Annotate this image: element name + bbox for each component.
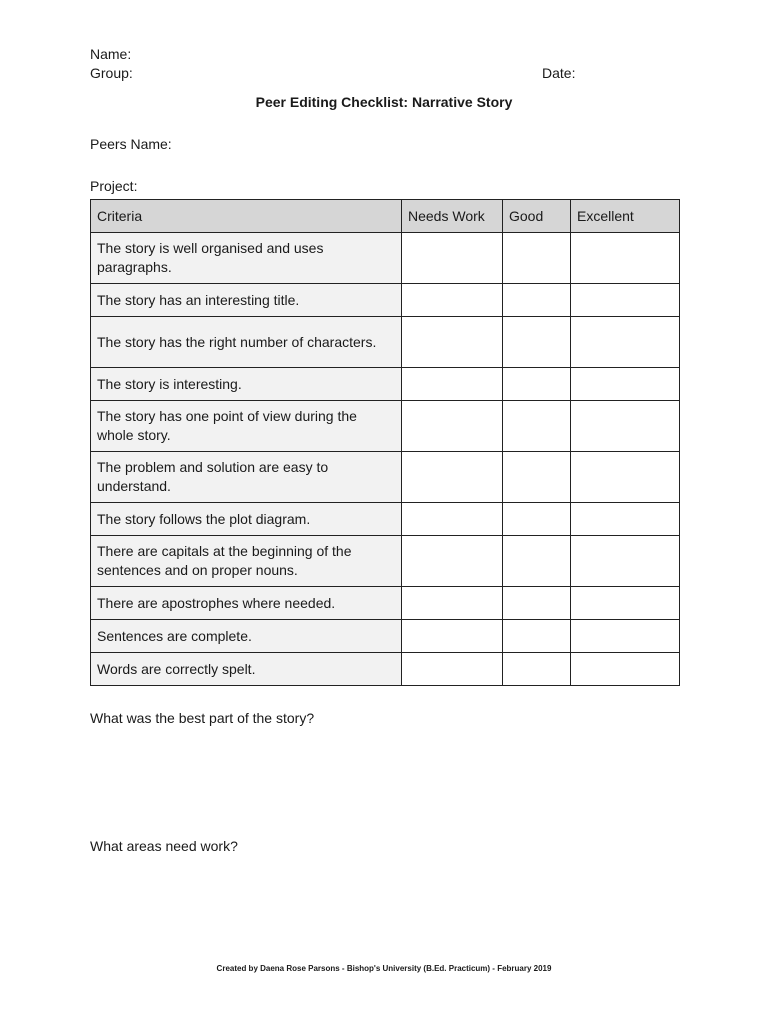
excellent-cell[interactable] xyxy=(571,536,680,587)
column-header-criteria: Criteria xyxy=(91,200,402,233)
checklist-table xyxy=(90,199,680,686)
good-cell[interactable] xyxy=(503,284,571,317)
table-row xyxy=(91,452,680,503)
criteria-cell: The story follows the plot diagram. xyxy=(91,503,402,536)
excellent-cell[interactable] xyxy=(571,653,680,686)
table-row xyxy=(91,503,680,536)
table-row xyxy=(91,368,680,401)
good-cell[interactable] xyxy=(503,368,571,401)
peers-name-label: Peers Name: xyxy=(90,136,172,152)
needs-work-cell[interactable] xyxy=(402,587,503,620)
criteria-cell: There are capitals at the beginning of the sentences and on proper nouns. xyxy=(91,536,402,587)
good-cell[interactable] xyxy=(503,233,571,284)
needs-work-cell[interactable] xyxy=(402,284,503,317)
good-cell[interactable] xyxy=(503,452,571,503)
excellent-cell[interactable] xyxy=(571,401,680,452)
good-cell[interactable] xyxy=(503,317,571,368)
needs-work-cell[interactable] xyxy=(402,653,503,686)
needs-work-cell[interactable] xyxy=(402,368,503,401)
criteria-cell: Words are correctly spelt. xyxy=(91,653,402,686)
column-header-needs-work: Needs Work xyxy=(402,200,503,233)
excellent-cell[interactable] xyxy=(571,503,680,536)
good-cell[interactable] xyxy=(503,620,571,653)
excellent-cell[interactable] xyxy=(571,317,680,368)
needs-work-cell[interactable] xyxy=(402,452,503,503)
group-label: Group: xyxy=(90,65,133,81)
best-part-question: What was the best part of the story? xyxy=(90,710,315,726)
table-row xyxy=(91,233,680,284)
criteria-cell: There are apostrophes where needed. xyxy=(91,587,402,620)
good-cell[interactable] xyxy=(503,503,571,536)
document-title: Peer Editing Checklist: Narrative Story xyxy=(255,94,513,110)
table-row xyxy=(91,536,680,587)
needs-work-cell[interactable] xyxy=(402,401,503,452)
table-row xyxy=(91,317,680,368)
criteria-cell: The story is interesting. xyxy=(91,368,402,401)
criteria-cell: Sentences are complete. xyxy=(91,620,402,653)
criteria-cell: The story has the right number of characters. xyxy=(91,317,402,368)
excellent-cell[interactable] xyxy=(571,233,680,284)
table-header-row xyxy=(91,200,680,233)
needs-work-cell[interactable] xyxy=(402,620,503,653)
column-header-excellent: Excellent xyxy=(571,200,680,233)
good-cell[interactable] xyxy=(503,587,571,620)
needs-work-cell[interactable] xyxy=(402,536,503,587)
excellent-cell[interactable] xyxy=(571,620,680,653)
excellent-cell[interactable] xyxy=(571,587,680,620)
excellent-cell[interactable] xyxy=(571,368,680,401)
needs-work-cell[interactable] xyxy=(402,233,503,284)
criteria-cell: The story is well organised and uses paragraphs. xyxy=(91,233,402,284)
excellent-cell[interactable] xyxy=(571,452,680,503)
areas-need-work-question: What areas need work? xyxy=(90,838,238,854)
good-cell[interactable] xyxy=(503,653,571,686)
table-row xyxy=(91,587,680,620)
good-cell[interactable] xyxy=(503,401,571,452)
table-row xyxy=(91,284,680,317)
table-row xyxy=(91,401,680,452)
good-cell[interactable] xyxy=(503,536,571,587)
date-label: Date: xyxy=(542,65,576,81)
footer-credit: Created by Daena Rose Parsons - Bishop's University (B.Ed. Practicum) - February 2019 xyxy=(216,964,552,973)
criteria-cell: The story has one point of view during the whole story. xyxy=(91,401,402,452)
criteria-cell: The story has an interesting title. xyxy=(91,284,402,317)
needs-work-cell[interactable] xyxy=(402,503,503,536)
criteria-cell: The problem and solution are easy to understand. xyxy=(91,452,402,503)
needs-work-cell[interactable] xyxy=(402,317,503,368)
excellent-cell[interactable] xyxy=(571,284,680,317)
project-label: Project: xyxy=(90,178,138,194)
name-label: Name: xyxy=(90,46,132,62)
table-row xyxy=(91,653,680,686)
column-header-good: Good xyxy=(503,200,571,233)
table-row xyxy=(91,620,680,653)
